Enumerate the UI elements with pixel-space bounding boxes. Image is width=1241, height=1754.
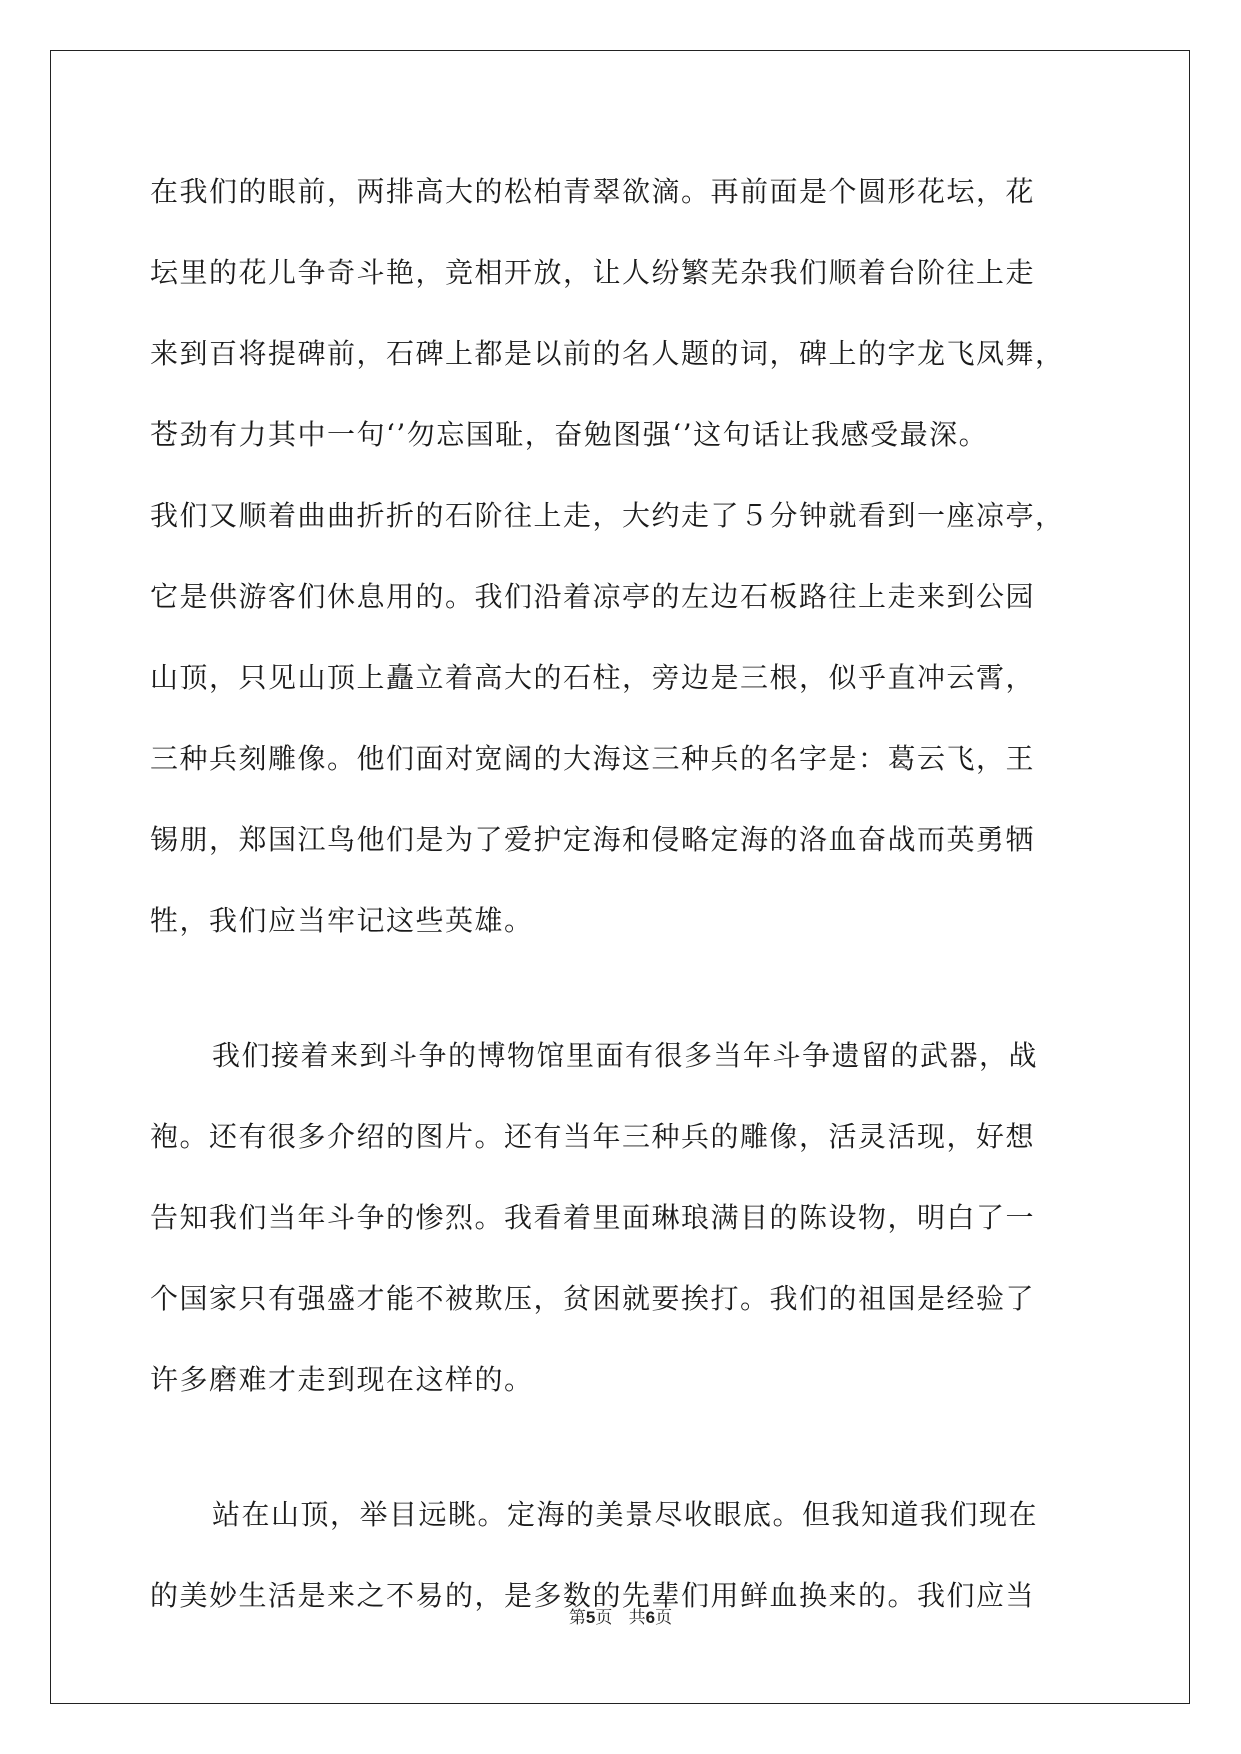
document-body: [150, 160, 1090, 1645]
text-line: 山顶，只见山顶上矗立着高大的石柱，旁边是三根，似乎直冲云霄，: [150, 661, 1036, 694]
page-footer: [0, 1603, 1241, 1628]
text-line: 告知我们当年斗争的惨烈。我看着里面琳琅满目的陈设物，明白了一: [150, 1201, 1036, 1234]
text-line: 它是供游客们休息用的。我们沿着凉亭的左边石板路往上走来到公园: [150, 580, 1036, 613]
text-line: 我们接着来到斗争的博物馆里面有很多当年斗争遗留的武器，战: [212, 1039, 1039, 1072]
total-prefix: 共: [628, 1608, 646, 1628]
text-line: 袍。还有很多介绍的图片。还有当年三种兵的雕像，活灵活现，好想: [150, 1120, 1036, 1153]
page-current: 5: [585, 1608, 596, 1627]
total-suffix: 页: [655, 1608, 673, 1628]
text-line: 坛里的花儿争奇斗艳，竞相开放，让人纷繁芜杂我们顺着台阶往上走: [150, 256, 1036, 289]
page-total: 6: [645, 1608, 656, 1627]
text-line: 牲，我们应当牢记这些英雄。: [150, 904, 534, 937]
text-line: 在我们的眼前，两排高大的松柏青翠欲滴。再前面是个圆形花坛，花: [150, 175, 1036, 208]
text-line: 三种兵刻雕像。他们面对宽阔的大海这三种兵的名字是：葛云飞，王: [150, 742, 1036, 775]
paragraph-gap: [150, 1429, 1090, 1483]
text-line: 的美妙生活是来之不易的，是多数的先辈们用鲜血换来的。我们应当: [150, 1579, 1036, 1612]
paragraph-gap: [150, 970, 1090, 1024]
text-line: 锡朋，郑国江鸟他们是为了爱护定海和侵略定海的洛血奋战而英勇牺: [150, 823, 1036, 856]
text-line: 我们又顺着曲曲折折的石阶往上走，大约走了５分钟就看到一座凉亭，: [150, 499, 1065, 532]
text-line: 苍劲有力其中一句‘’勿忘国耻，奋勉图强‘’这句话让我感受最深。: [150, 418, 989, 451]
text-line: 站在山顶，举目远眺。定海的美景尽收眼底。但我知道我们现在: [212, 1498, 1039, 1531]
text-line: 来到百将提碑前，石碑上都是以前的名人题的词，碑上的字龙飞凤舞，: [150, 337, 1065, 370]
text-line: 许多磨难才走到现在这样的。: [150, 1363, 534, 1396]
page-suffix: 页: [595, 1608, 613, 1628]
text-line: 个国家只有强盛才能不被欺压，贫困就要挨打。我们的祖国是经验了: [150, 1282, 1036, 1315]
page-prefix: 第: [568, 1608, 586, 1628]
